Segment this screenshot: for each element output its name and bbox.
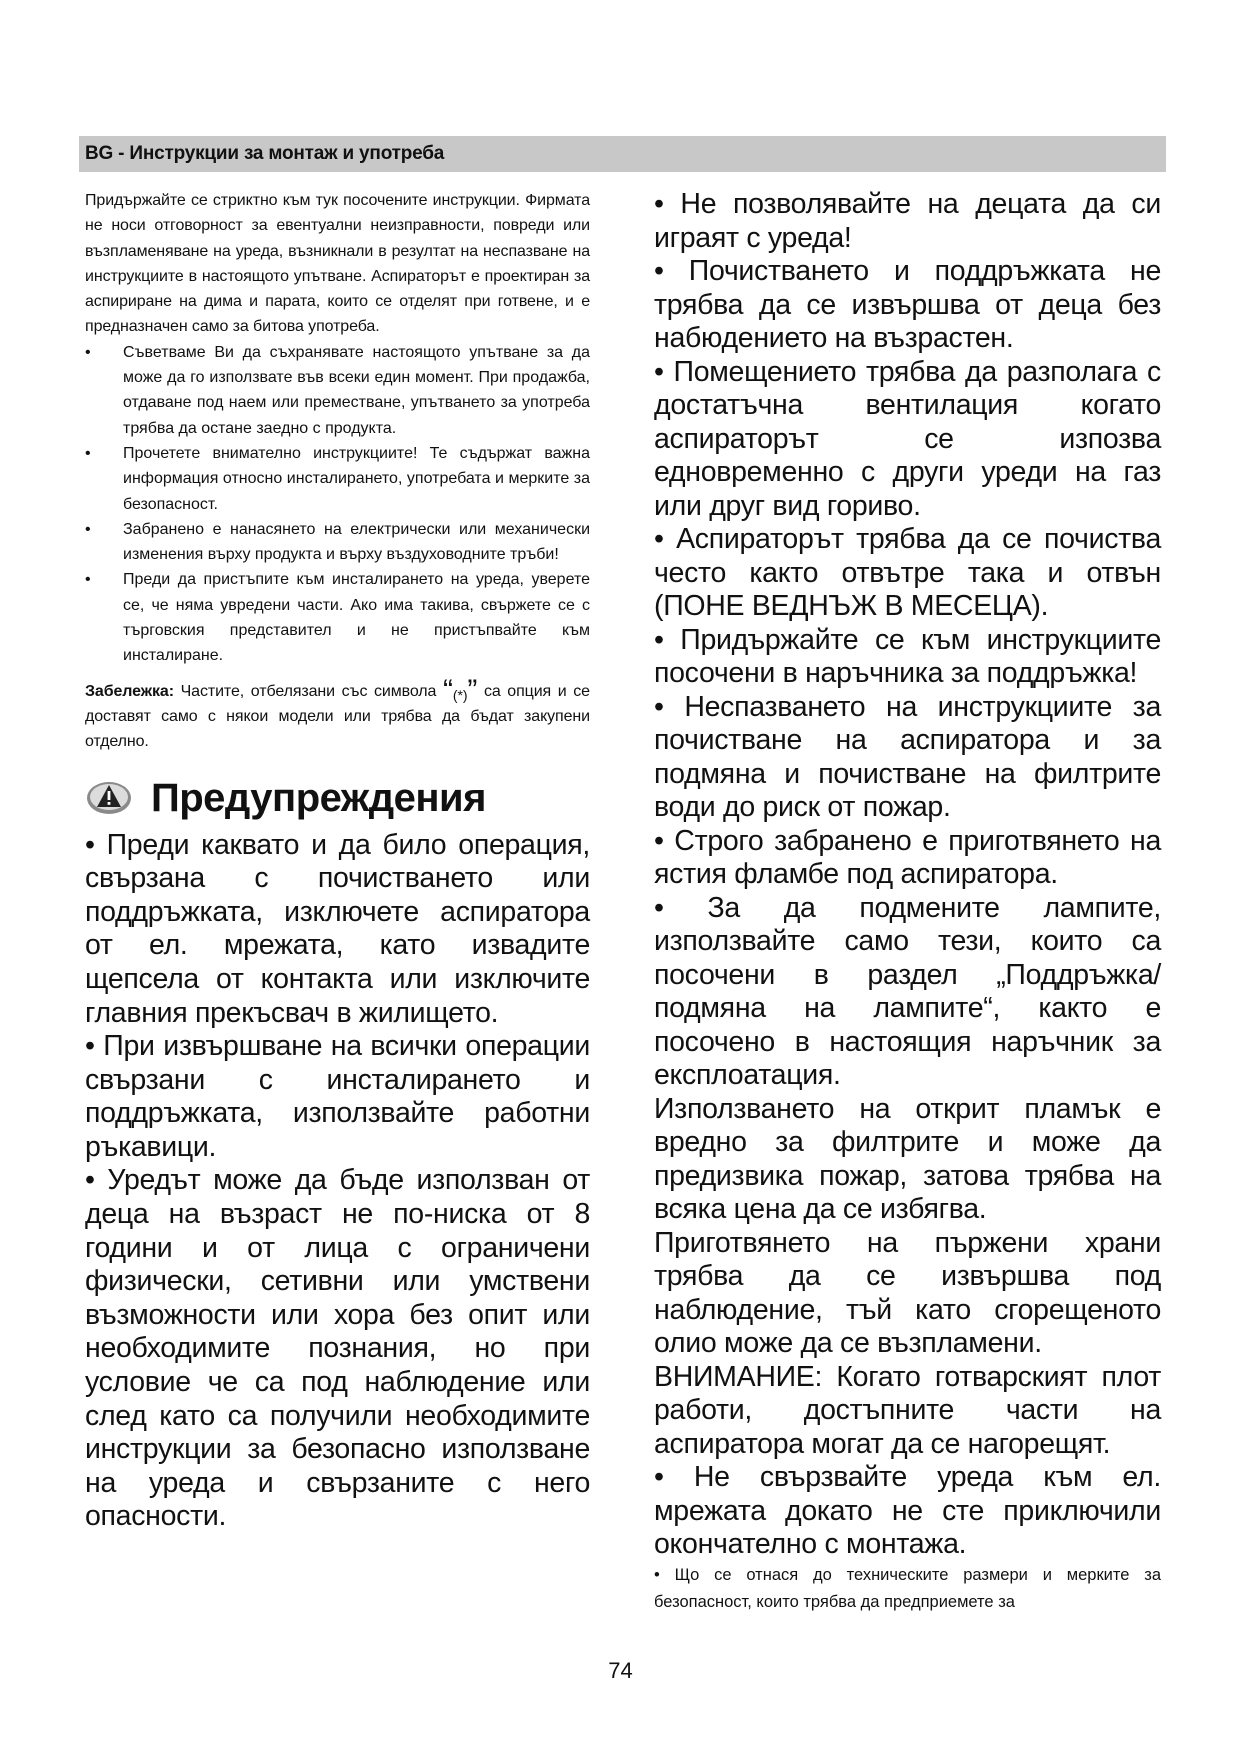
warnings-heading <box>85 769 590 829</box>
bullet-icon: • <box>85 571 91 589</box>
warning-paragraph: • Неспазването на инструкциите за почистване на аспиратора и за подмяна и почистване на филтрите води до риск от пожар. <box>654 690 1161 823</box>
note-text-after: са опция и се доставят само с някои модели или трябва да бъдат закупени отделно. <box>85 682 590 751</box>
note-text-before: Частите, отбелязани със символа <box>180 682 437 700</box>
warning-paragraph: • Аспираторът трябва да се почиства често както отвътре така и отвън (ПОНЕ ВЕДНЪЖ В МЕСЕЦА). <box>654 523 1161 622</box>
note-label: Забележка: <box>85 682 174 700</box>
list-item: • Съветваме Ви да съхранявате настоящото упътване за да може да го използвате във всеки един момент. При продажба, отдаване под наем или преместване, упътването за употреба трябва да остане заедно с продукта. <box>85 340 590 441</box>
right-column <box>654 188 1161 1616</box>
warnings-title: Предупреждения <box>151 776 486 821</box>
page-number: 74 <box>608 1658 633 1683</box>
optional-symbol: “(*)” <box>443 673 478 707</box>
warning-paragraph: • Строго забранено е приготвянето на ястия фламбе под аспиратора. <box>654 824 1161 890</box>
intro-paragraph: Придържайте се стриктно към тук посочените инструкции. Фирмата не носи отговорност за евентуални неизправности, повреди или възпламеняване на уреда, възникнали в резултат на неспазване на инструкциите в настоящото упътване. Аспираторът е проектиран за аспириране на дима и парата, които се отделят при готвене, и е предназначен само за битова употреба. <box>85 192 590 336</box>
bullet-icon: • <box>85 520 91 538</box>
warning-paragraph: • Преди каквато и да било операция, свързана с почистването или поддръжката, изключете аспиратора от ел. мрежата, като извадите щепсела от контакта или изключите главния прекъсвач в жилището. <box>85 828 590 1029</box>
list-item: • Преди да пристъпите към инсталирането на уреда, уверете се, че няма увредени части. Ако има такива, свържете се с търговския представител и не пристъпвайте към инсталиране. <box>85 567 590 668</box>
warning-paragraph: • Не позволявайте на децата да си играят с уреда! <box>654 188 1161 254</box>
list-item: • Забранено е нанасянето на електрически или механически изменения върху продукта и върху въздуховодните тръби! <box>85 517 590 568</box>
safety-bullet-list <box>85 340 590 669</box>
warning-paragraph: ВНИМАНИЕ: Когато готварският плот работи, достъпните части на аспиратора могат да се нагорещят. <box>654 1360 1161 1460</box>
warning-paragraph: • При извършване на всички операции свързани с инсталирането и поддръжката, използвайте работни ръкавици. <box>85 1030 590 1163</box>
left-column <box>85 188 590 1534</box>
warning-paragraph: • Уредът може да бъде използван от деца на възраст не по-ниска от 8 години и от лица с ограничени физически, сетивни или умствени възможности или хора без опит или необходимите познания, но при условие че са под наблюдение или след като са получили необходимите инструкции за безопасно използване на уреда и свързаните с него опасности. <box>85 1164 590 1533</box>
section-header: BG - Инструкции за монтаж и употреба <box>79 136 1166 172</box>
warning-paragraph: • Помещението трябва да разполага с достатъчна вентилация когато аспираторът се изпозва едновременно с други уреди на газ или друг вид гориво. <box>654 355 1161 522</box>
warning-paragraph: • Почистването и поддръжката не трябва да се извършва от деца без набюдението на възрастен. <box>654 255 1161 354</box>
warning-paragraph: • За да подмените лампите, използвайте само тези, които са посочени в раздел „Поддръжка/подмяна на лампите“, както е посочено в настоящия наръчник за експлоатация. <box>654 891 1161 1091</box>
warning-icon <box>85 777 133 817</box>
warning-paragraph: Приготвянето на пържени храни трябва да се извършва под наблюдение, тъй като сгорещеното олио може да се възпламени. <box>654 1226 1161 1359</box>
bullet-icon: • <box>85 444 91 462</box>
warning-paragraph: Използването на открит пламък е вредно за филтрите и може да предизвика пожар, затова трябва на всяка цена да се избягва. <box>654 1092 1161 1225</box>
note-paragraph <box>85 673 590 755</box>
warning-paragraph: • Придържайте се към инструкциите посочени в наръчника за поддръжка! <box>654 623 1161 689</box>
continued-paragraph: • Що се отнася до техническите размери и мерките за безопасност, които трябва да предприемете за <box>654 1565 1161 1611</box>
bullet-icon: • <box>85 343 91 361</box>
list-item: • Прочетете внимателно инструкциите! Те съдържат важна информация относно инсталирането, употребата и мерките за безопасност. <box>85 441 590 517</box>
warning-paragraph: • Не свързвайте уреда към ел. мрежата докато не сте приключили окончателно с монтажа. <box>654 1461 1161 1560</box>
